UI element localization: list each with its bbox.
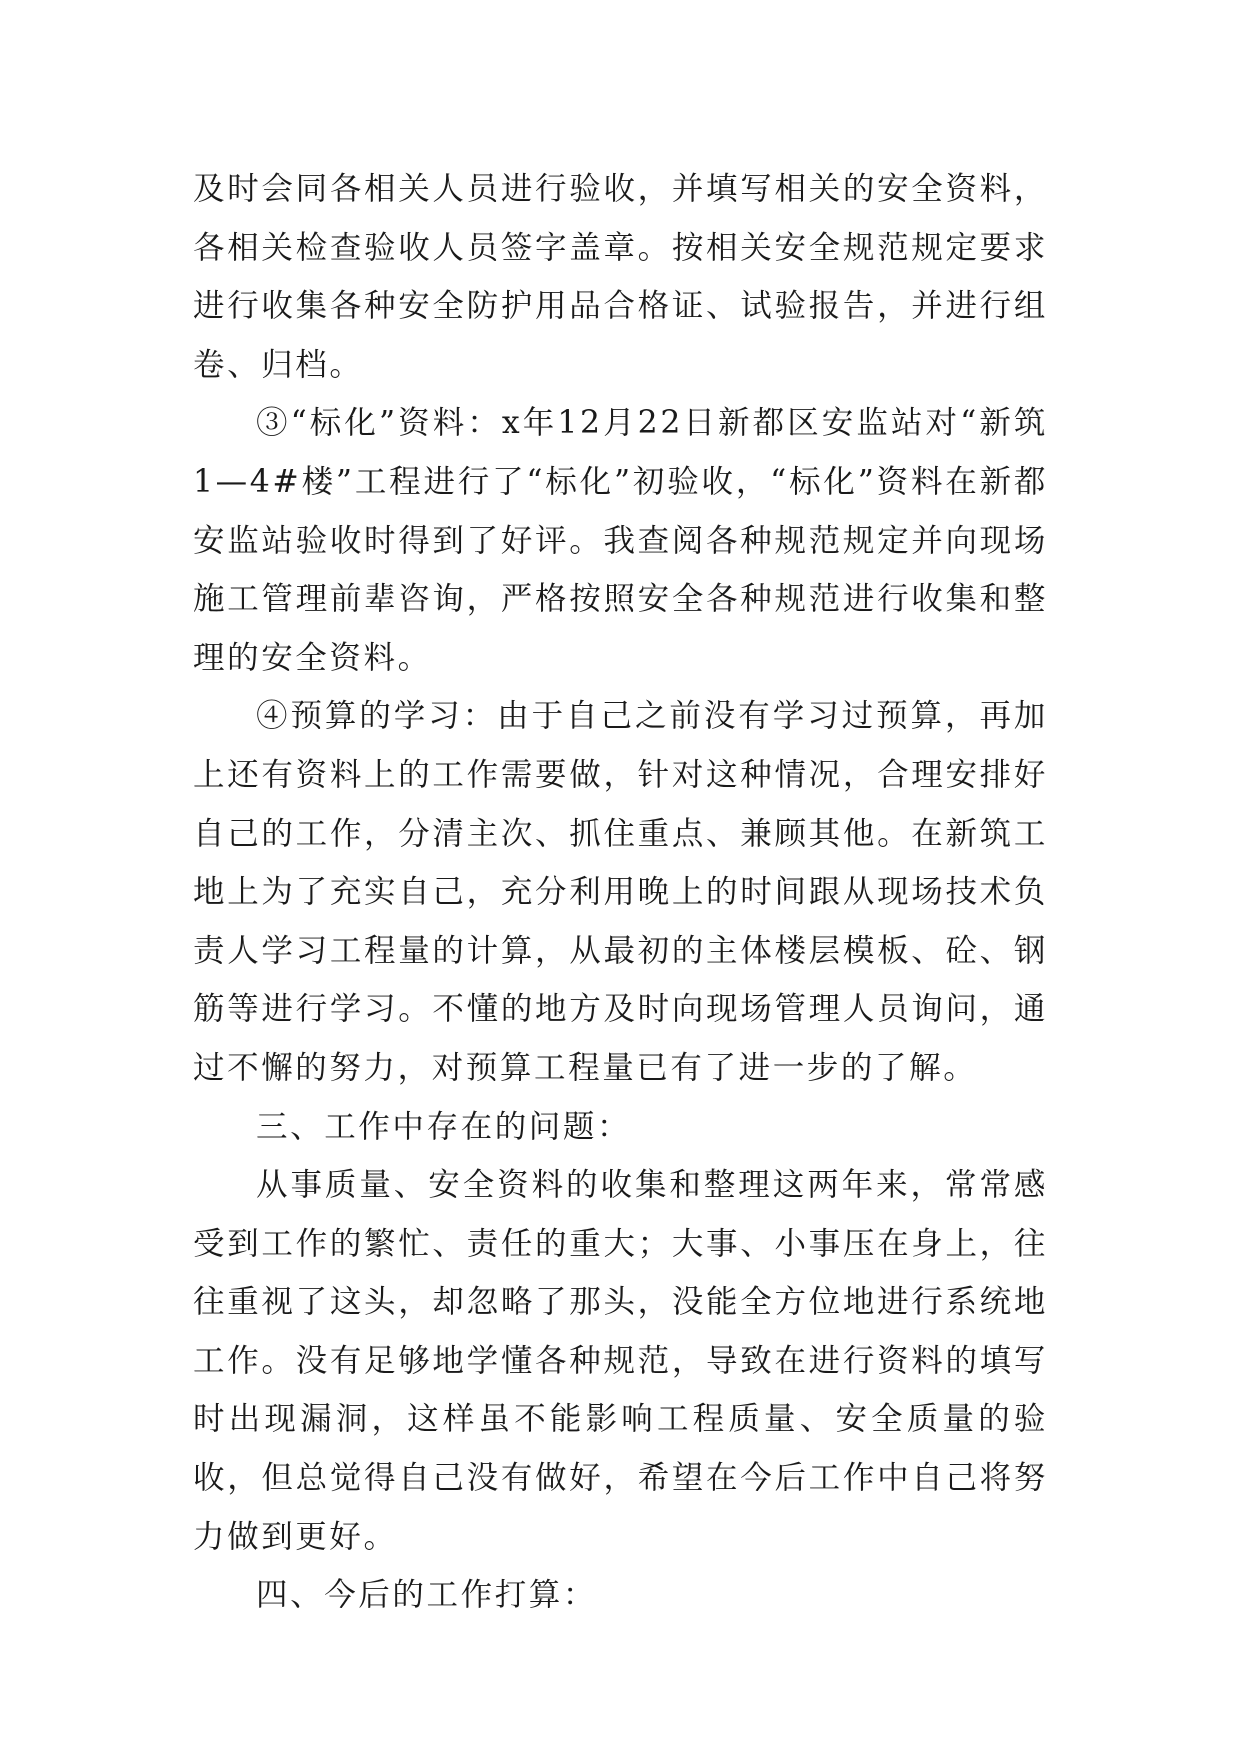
paragraph-standardization-records: ③“标化”资料：x年12月22日新都区安监站对“新筑1—4#楼”工程进行了“标化”初验收，“标化”资料在新都安监站验收时得到了好评。我查阅各种规范规定并向现场施工管理前辈咨询，严格按照安全各种规范进行收集和整理的安全资料。 — [193, 405, 1048, 676]
section-heading-future-plans: 四、今后的工作打算： — [256, 1577, 598, 1614]
paragraph-budget-learning: ④预算的学习：由于自己之前没有学习过预算，再加上还有资料上的工作需要做，针对这种情况，合理安排好自己的工作，分清主次、抓住重点、兼顾其他。在新筑工地上为了充实自己，充分利用晚上的时间跟从现场技术负责人学习工程量的计算，从最初的主体楼层模板、砼、钢筋等进行学习。不懂的地方及时向现场管理人员询问，通过不懈的努力，对预算工程量已有了进一步的了解。 — [193, 698, 1048, 1086]
section-heading-problems: 三、工作中存在的问题： — [256, 1108, 632, 1145]
paragraph-acceptance-records: 及时会同各相关人员进行验收，并填写相关的安全资料，各相关检查验收人员签字盖章。按相关安全规范规定要求进行收集各种安全防护用品合格证、试验报告，并进行组卷、归档。 — [193, 171, 1048, 383]
paragraph-problems: 从事质量、安全资料的收集和整理这两年来，常常感受到工作的繁忙、责任的重大；大事、小事压在身上，往往重视了这头，却忽略了那头，没能全方位地进行系统地工作。没有足够地学懂各种规范，导致在进行资料的填写时出现漏洞，这样虽不能影响工程质量、安全质量的验收，但总觉得自己没有做好，希望在今后工作中自己将努力做到更好。 — [193, 1167, 1048, 1555]
document-body — [193, 160, 1048, 1625]
